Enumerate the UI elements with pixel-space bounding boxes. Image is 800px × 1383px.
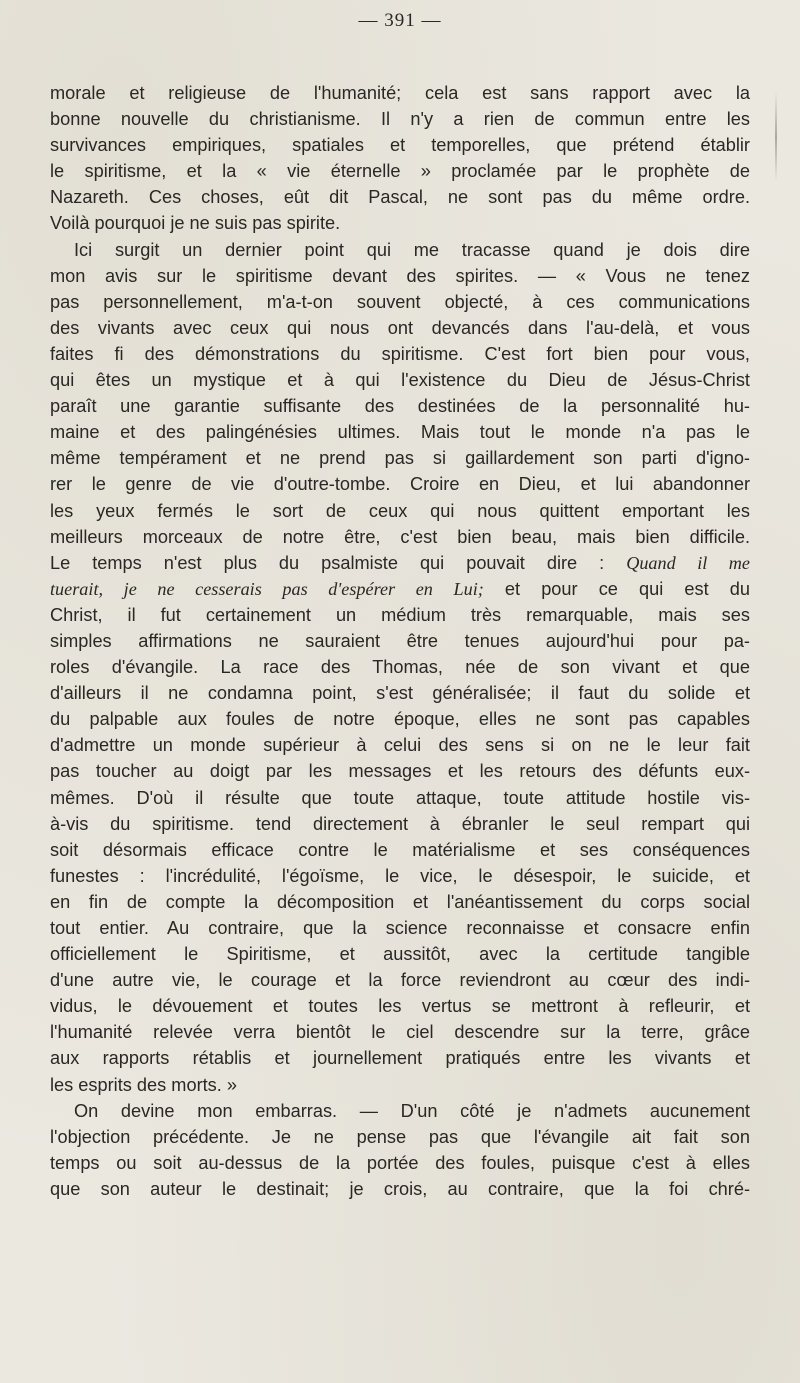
- text-line: qui êtes un mystique et à qui l'existence du Dieu de Jésus-Christ: [50, 370, 750, 391]
- italic-quote: Quand il me: [626, 552, 750, 573]
- text-line: mêmes. D'où il résulte que toute attaque, toute attitude hostile vis-: [50, 787, 750, 808]
- text-run: Le temps n'est plus du psalmiste qui pouvait dire :: [50, 552, 627, 573]
- text-line: meilleurs morceaux de notre être, c'est bien beau, mais bien difficile.: [50, 526, 750, 547]
- text-run: et pour ce qui est du: [483, 578, 750, 599]
- margin-mark: [775, 92, 777, 182]
- text-line: morale et religieuse de l'humanité; cela est sans rapport avec la: [50, 83, 750, 103]
- text-line: vidus, le dévouement et toutes les vertus se mettront à refleurir, et: [50, 996, 750, 1017]
- text-line: d'une autre vie, le courage et la force reviendront au cœur des indi-: [50, 970, 750, 991]
- text-line: mon avis sur le spiritisme devant des spirites. — « Vous ne tenez: [50, 265, 750, 286]
- text-line: pas personnellement, m'a-t-on souvent objecté, à ces communications: [50, 291, 750, 312]
- text-line: roles d'évangile. La race des Thomas, née de son vivant et que: [50, 657, 750, 678]
- text-line: à-vis du spiritisme. tend directement à ébranler le seul rempart qui: [50, 813, 750, 834]
- text-line: survivances empiriques, spatiales et temporelles, que prétend établir: [50, 135, 750, 156]
- text-line: même tempérament et ne prend pas si gaillardement son parti d'igno-: [50, 448, 750, 469]
- text-line: paraît une garantie suffisante des destinées de la personnalité hu-: [50, 396, 750, 417]
- text-line: d'admettre un monde supérieur à celui des sens si on ne le leur fait: [50, 735, 750, 756]
- text-line: les esprits des morts. »: [50, 1074, 237, 1095]
- text-line: Ici surgit un dernier point qui me tracasse quand je dois dire: [74, 239, 750, 260]
- text-line: On devine mon embarras. — D'un côté je n'admets aucunement: [74, 1100, 750, 1121]
- text-line: [50, 576, 750, 602]
- italic-quote: tuerait, je ne cesserais pas d'espérer en Lui;: [50, 578, 484, 599]
- text-line: les yeux fermés le sort de ceux qui nous quittent emportant les: [50, 500, 750, 521]
- text-line: faites fi des démonstrations du spiritisme. C'est fort bien pour vous,: [50, 343, 750, 364]
- text-line: du palpable aux foules de notre époque, elles ne sont pas capables: [50, 709, 750, 730]
- text-line: en fin de compte la décomposition et l'anéantissement du corps social: [50, 891, 750, 912]
- text-line: le spiritisme, et la « vie éternelle » proclamée par le prophète de: [50, 161, 750, 182]
- text-line: l'humanité relevée verra bientôt le ciel descendre sur la terre, grâce: [50, 1022, 750, 1043]
- text-line: simples affirmations ne sauraient être tenues aujourd'hui pour pa-: [50, 630, 750, 651]
- text-line: [50, 550, 750, 576]
- text-line: Voilà pourquoi je ne suis pas spirite.: [50, 213, 341, 234]
- text-line: rer le genre de vie d'outre-tombe. Croire en Dieu, et lui abandonner: [50, 474, 750, 495]
- text-line: aux rapports rétablis et journellement pratiqués entre les vivants et: [50, 1048, 750, 1069]
- paragraph-1: [50, 80, 750, 237]
- text-line: tout entier. Au contraire, que la science reconnaisse et consacre enfin: [50, 918, 750, 938]
- text-line: bonne nouvelle du christianisme. Il n'y a rien de commun entre les: [50, 109, 750, 130]
- text-line: pas toucher au doigt par les messages et les retours des défunts eux-: [50, 761, 750, 782]
- text-line: l'objection précédente. Je ne pense pas que l'évangile ait fait son: [50, 1126, 750, 1147]
- text-line: officiellement le Spiritisme, et aussitôt, avec la certitude tangible: [50, 944, 750, 965]
- paragraph-3: [50, 1098, 750, 1202]
- text-line: temps ou soit au-dessus de la portée des foules, puisque c'est à elles: [50, 1152, 750, 1173]
- text-line: soit désormais efficace contre le matérialisme et ses conséquences: [50, 839, 750, 860]
- text-line: d'ailleurs il ne condamna point, s'est généralisée; il faut du solide et: [50, 683, 750, 704]
- page-number: — 391 —: [358, 10, 442, 31]
- text-line: maine et des palingénésies ultimes. Mais tout le monde n'a pas le: [50, 422, 750, 443]
- text-line: des vivants avec ceux qui nous ont devancés dans l'au-delà, et vous: [50, 317, 750, 338]
- text-line: que son auteur le destinait; je crois, au contraire, que la foi chré-: [50, 1178, 750, 1199]
- text-line: Nazareth. Ces choses, eût dit Pascal, ne sont pas du même ordre.: [50, 187, 750, 208]
- text-line: Christ, il fut certainement un médium très remarquable, mais ses: [50, 604, 750, 625]
- text-line: funestes : l'incrédulité, l'égoïsme, le vice, le désespoir, le suicide, et: [50, 865, 750, 886]
- paragraph-2: [50, 237, 750, 1098]
- body-text: [50, 80, 750, 1202]
